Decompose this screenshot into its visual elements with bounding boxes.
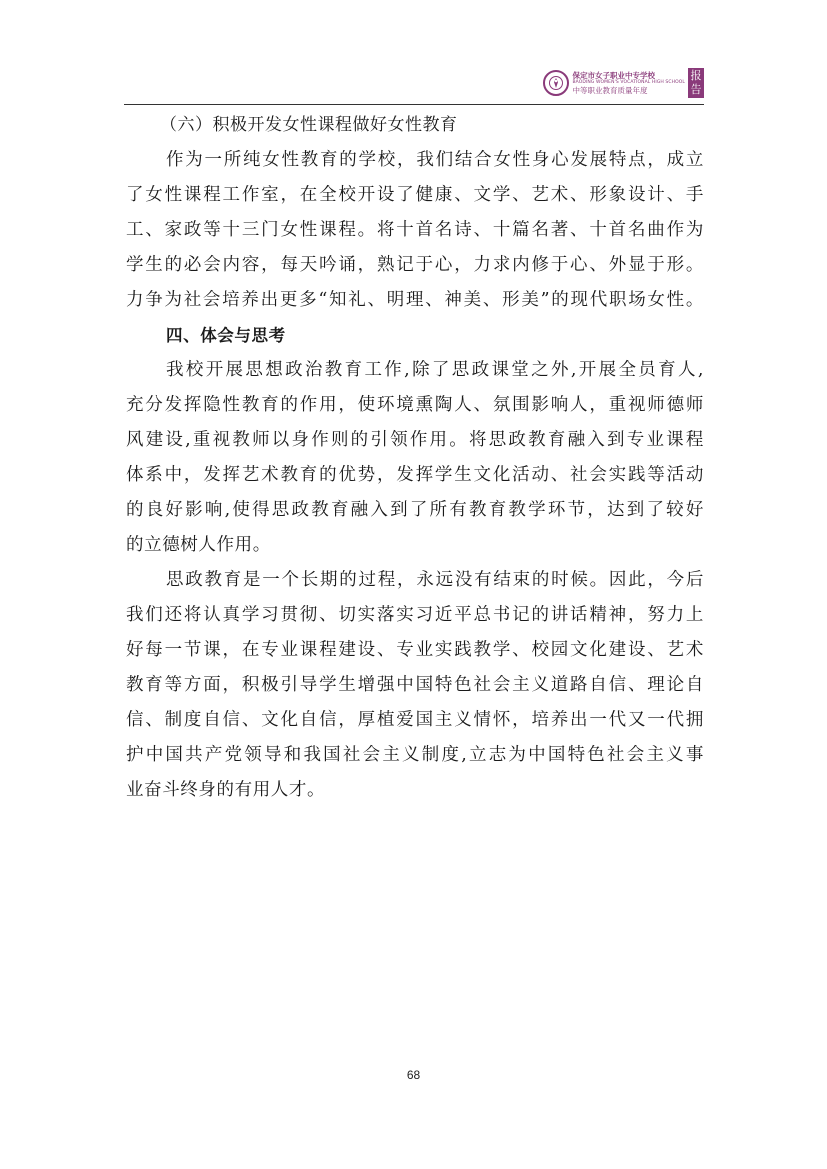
paragraph-line: 学生的必会内容，每天吟诵，熟记于心，力求内修于心、外显于形。 — [126, 255, 704, 275]
logo-text-block — [572, 71, 685, 95]
paragraph-line: 护中国共产党领导和我国社会主义制度,立志为中国特色社会主义事 — [126, 745, 704, 765]
school-emblem-icon — [543, 70, 569, 96]
paragraph-line: 充分发挥隐性教育的作用，使环境熏陶人、氛围影响人，重视师德师 — [126, 395, 704, 415]
page-number: 68 — [406, 1068, 421, 1082]
page-header — [124, 64, 704, 105]
paragraph-line: 我校开展思想政治教育工作,除了思政课堂之外,开展全员育人, — [166, 360, 704, 380]
school-logo — [543, 66, 704, 100]
document-body — [126, 108, 704, 808]
paragraph-line: 教育等方面，积极引导学生增强中国特色社会主义道路自信、理论自 — [126, 675, 704, 695]
paragraph-line: 风建设,重视教师以身作则的引领作用。将思政教育融入到专业课程 — [126, 430, 704, 450]
school-name: 保定市女子职业中专学校 — [572, 71, 655, 80]
report-subtitle: 中等职业教育质量年度 — [572, 86, 648, 95]
paragraph-line: 体系中，发挥艺术教育的优势，发挥学生文化活动、社会实践等活动 — [126, 465, 704, 485]
section-six-heading: （六）积极开发女性课程做好女性教育 — [160, 115, 458, 135]
paragraph-line: 作为一所纯女性教育的学校，我们结合女性身心发展特点，成立 — [166, 150, 704, 170]
badge-char-top: 报 — [690, 69, 702, 82]
school-name-en: BAODING WOMEN'S VOCATIONAL HIGH SCHOOL — [572, 80, 685, 85]
paragraph-line: 信、制度自信、文化自信，厚植爱国主义情怀，培养出一代又一代拥 — [126, 710, 704, 730]
badge-char-bottom: 告 — [690, 83, 702, 96]
paragraph-line: 了女性课程工作室，在全校开设了健康、文学、艺术、形象设计、手 — [126, 185, 704, 205]
paragraph-line: 我们还将认真学习贯彻、切实落实习近平总书记的讲话精神，努力上 — [126, 605, 704, 625]
paragraph-line: 业奋斗终身的有用人才。 — [126, 780, 326, 800]
section-four-heading: 四、体会与思考 — [166, 326, 286, 345]
paragraph-line: 的立德树人作用。 — [126, 535, 271, 555]
report-badge — [688, 68, 704, 98]
paragraph-line: 思政教育是一个长期的过程，永远没有结束的时候。因此，今后 — [166, 570, 704, 590]
paragraph-line: 的良好影响,使得思政教育融入到了所有教育教学环节，达到了较好 — [126, 500, 704, 520]
paragraph-line: 好每一节课，在专业课程建设、专业实践教学、校园文化建设、艺术 — [126, 640, 704, 660]
paragraph-line: 工、家政等十三门女性课程。将十首名诗、十篇名著、十首名曲作为 — [126, 220, 704, 240]
paragraph-line: 力争为社会培养出更多“知礼、明理、神美、形美”的现代职场女性。 — [126, 290, 704, 310]
